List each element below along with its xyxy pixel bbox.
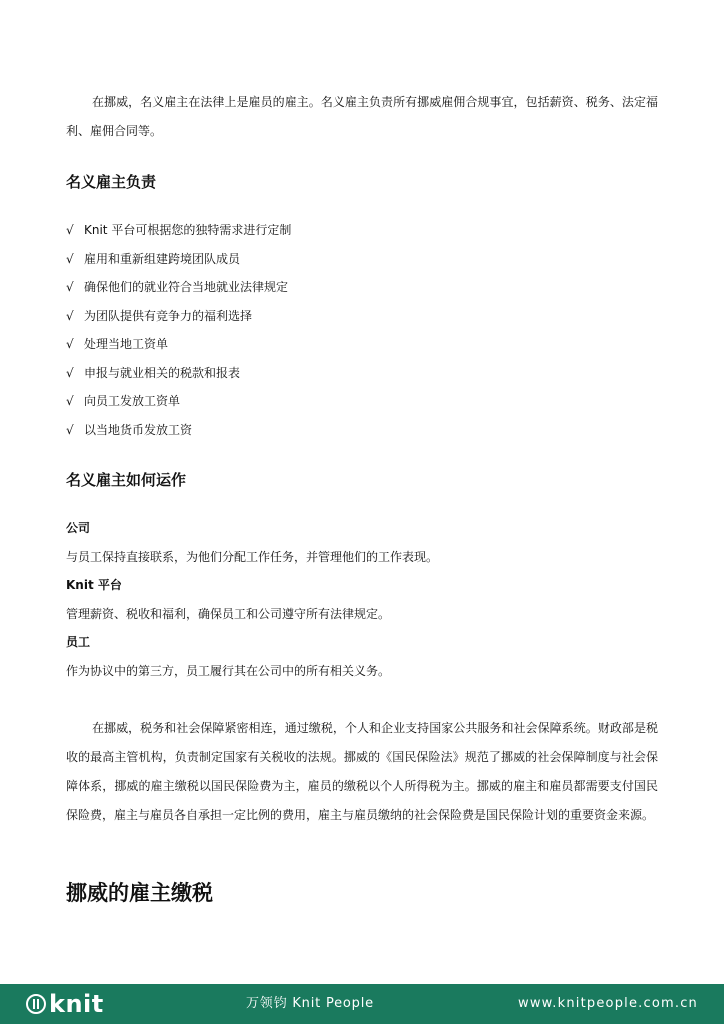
list-item (66, 363, 291, 392)
list-item (66, 277, 291, 306)
list-item-label: 申报与就业相关的税款和报表 (84, 365, 241, 380)
check-icon: √ (66, 337, 74, 351)
footer (0, 984, 724, 1024)
footer-logo-text: knit (49, 990, 104, 1018)
list-item-label: 向员工发放工资单 (84, 394, 181, 408)
check-icon: √ (66, 394, 74, 408)
section-title: 挪威的雇主缴税 (66, 881, 213, 905)
list-item (66, 334, 291, 363)
list-item (66, 249, 291, 278)
role-desc-employee: 作为协议中的第三方，员工履行其在公司中的所有相关义务。 (66, 664, 391, 678)
check-icon: √ (66, 223, 74, 237)
check-icon: √ (66, 280, 74, 294)
responsibilities-list (66, 220, 291, 448)
list-item-label: Knit 平台可根据您的独特需求进行定制 (84, 223, 292, 237)
knit-logo-icon (26, 994, 46, 1014)
footer-logo[interactable] (26, 991, 104, 1017)
footer-url-link[interactable]: www.knitpeople.com.cn (518, 996, 698, 1011)
list-item (66, 220, 291, 249)
role-title-company: 公司 (66, 521, 91, 535)
roles-list (66, 518, 438, 689)
list-item-label: 为团队提供有竞争力的福利选择 (84, 308, 253, 323)
responsibilities-heading: 名义雇主负责 (66, 173, 157, 191)
how-it-works-heading: 名义雇主如何运作 (66, 471, 187, 489)
check-icon: √ (66, 251, 74, 266)
list-item-label: 处理当地工资单 (84, 337, 169, 351)
role-desc-knit: 管理薪资、税收和福利，确保员工和公司遵守所有法律规定。 (66, 607, 391, 621)
check-icon: √ (66, 365, 74, 380)
role-title-knit: Knit 平台 (66, 578, 122, 592)
footer-brand: 万领钧 Knit People (246, 996, 374, 1011)
tax-paragraph: 在挪威，税务和社会保障紧密相连，通过缴税，个人和企业支持国家公共服务和社会保障系统。财政部是税收的最高主管机构，负责制定国家有关税收的法规。挪威的《国民保险法》规范了挪威的社会保障制度与社会保障体系，挪威的雇主缴税以国民保险费为主，雇员的缴税以个人所得税为主。挪威的雇主和雇员都需要支付国民保险费，雇主与雇员各自承担一定比例的费用，雇主与雇员缴纳的社会保险费是国民保险计划的重要资金来源。 (66, 721, 658, 822)
list-item (66, 306, 291, 335)
list-item (66, 391, 291, 420)
list-item-label: 雇用和重新组建跨境团队成员 (84, 251, 241, 266)
list-item (66, 420, 291, 449)
role-desc-company: 与员工保持直接联系，为他们分配工作任务，并管理他们的工作表现。 (66, 550, 439, 564)
check-icon: √ (66, 308, 74, 323)
list-item-label: 以当地货币发放工资 (84, 422, 193, 437)
role-title-employee: 员工 (66, 635, 91, 649)
intro-paragraph: 在挪威，名义雇主在法律上是雇员的雇主。名义雇主负责所有挪威雇佣合规事宜，包括薪资、税务、法定福利、雇佣合同等。 (66, 95, 658, 138)
list-item-label: 确保他们的就业符合当地就业法律规定 (84, 280, 289, 294)
check-icon: √ (66, 422, 74, 437)
